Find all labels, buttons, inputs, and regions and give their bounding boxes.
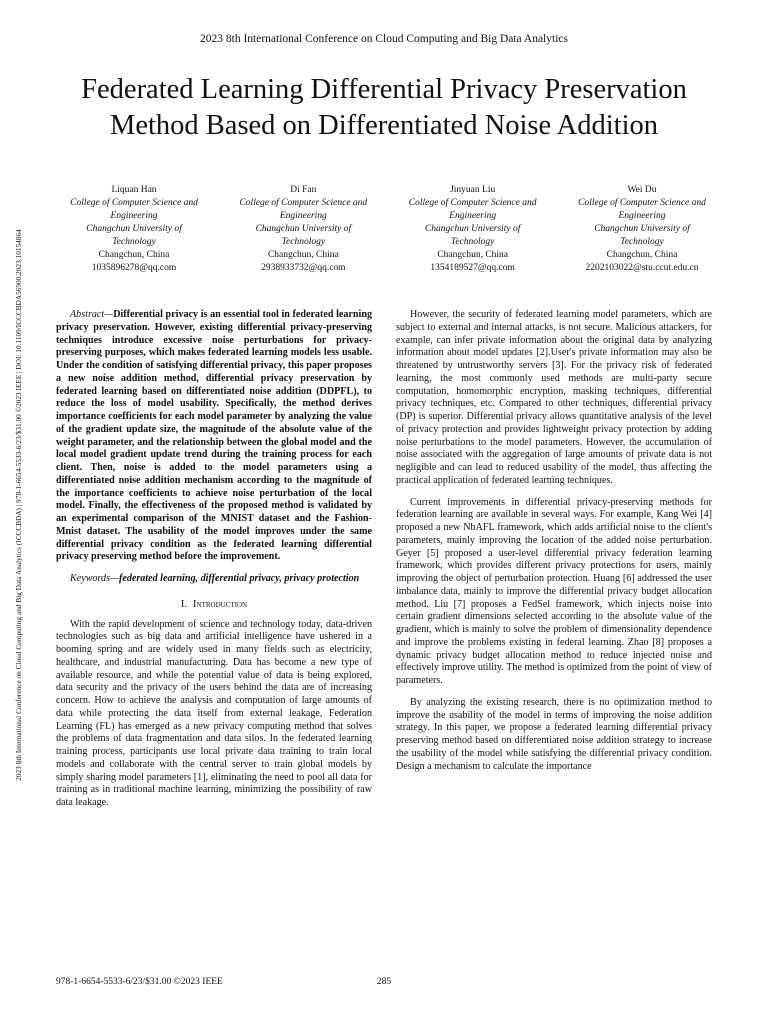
author-name: Liquan Han (111, 185, 157, 195)
author-affiliation: Technology (281, 237, 326, 247)
author-location: Changchun, China (437, 250, 509, 260)
right-column (396, 309, 712, 773)
section-number: I. (180, 598, 188, 610)
body-paragraph-3: By analyzing the existing research, there is no optimization method to improve the usability of the model in terms of improving the noise addition strategy. In this paper, we propose a federated learning differential privacy preserving method based on differentiated noise addition strategy to increase the usability of the model while satisfying the differential privacy condition. Design a mechanism to calculate the importance (396, 696, 712, 772)
paper-title (40, 72, 728, 144)
author-affiliation: College of Computer Science and (408, 198, 537, 208)
doi-side-strip (12, 120, 26, 890)
author-name: Wei Du (627, 185, 657, 195)
abstract-lead: Abstract— (70, 309, 114, 320)
author-affiliation: Technology (112, 237, 156, 247)
keywords-lead: Keywords— (70, 573, 119, 584)
author-affiliation: Engineering (449, 211, 497, 221)
author-affiliation: Engineering (618, 211, 666, 221)
section-title: Introduction (193, 598, 248, 610)
author-name: Jinyuan Liu (450, 185, 496, 195)
keywords (56, 573, 372, 586)
author-4 (563, 184, 721, 275)
left-column (56, 309, 372, 810)
author-block (55, 184, 721, 275)
conference-header: 2023 8th International Conference on Cloud Computing and Big Data Analytics (200, 33, 568, 45)
doi-side-text: 2023 8th International Conference on Cloud Computing and Big Data Analytics (ICCCBDA) | 978-1-6654-5533-6/23/$31.00 ©2023 IEEE | DOI: 10.1109/ICCCBDA56900.2023.10154864 (15, 229, 23, 781)
author-affiliation: Engineering (279, 211, 327, 221)
author-location: Changchun, China (267, 250, 339, 260)
author-affiliation: Changchun University of (424, 224, 521, 234)
author-email: 1035896278@qq.com (91, 263, 177, 273)
author-2 (224, 184, 382, 275)
abstract (56, 309, 372, 564)
author-affiliation: Technology (620, 237, 664, 247)
body-paragraph-2: Current improvements in differential privacy-preserving methods for federation learning are available in several ways. For example, Kang Wei [4] proposed a new NbAFL framework, which adds artificial noise to the client's parameters, mainly improving the location of the added noise perturbation. Geyer [5] proposed a user-level differential privacy federation learning framework, which provides different privacy protections for users, mainly improving the object of perturbation protection. Huang [6] addressed the user imbalance data, mainly to improve the differential privacy budget allocation method. Liu [7] proposes a FedSel framework, which injects noise into certain gradient dimensions selected according to the absolute value of the gradient, which is mainly to solve the problem of dimensionality dependence and improve the problems existing in federal learning. Zhao [8] proposes a dynamic privacy budget allocation method to reduce injected noise and effectively improve utility. The method is optimized from the point of view of parameters. (396, 496, 712, 686)
keywords-text: federated learning, differential privacy, privacy protection (118, 573, 360, 584)
author-email: 1354189527@qq.com (430, 263, 515, 273)
author-email: 2202103022@stu.ccut.edu.cn (585, 263, 699, 273)
author-affiliation: Changchun University of (86, 224, 182, 234)
author-affiliation: Changchun University of (594, 224, 690, 234)
author-affiliation: Engineering (110, 211, 158, 221)
footer-copyright: 978-1-6654-5533-6/23/$31.00 ©2023 IEEE (56, 977, 223, 987)
intro-paragraph-1: With the rapid development of science and technology today, data-driven technologies such as big data and artificial intelligence have ushered in a booming spring and are widely used in many fields such as electricity, healthcare, and industrial manufacturing. Data has become a new type of available resource, and while the potential value of data is being explored, data security and the privacy of the users behind the data are of increasing concern. How to achieve the analysis and computation of large amounts of data while protecting the data itself from external leakage, Federation Learning (FL) has emerged as a new privacy computing method that solves the problems of data fragmentation and data silos. In the federated learning training process, participants use local private data training to train local models and collaborate with the central server to train global models by simply sharing model parameters [1], eliminating the need to pool all data for training as in traditional machine learning, minimizing the possibility of raw data leakage. (56, 618, 372, 808)
author-name: Di Fan (290, 185, 317, 195)
body-paragraph-1: However, the security of federated learning model parameters, which are subject to external and internal attacks, is not secure. Malicious attackers, for example, can infer private information about the original data by analyzing information about model updates [2].User's private information may also be threatened by untrustworthy servers [3]. For the privacy risk of federated learning, the most commonly used methods are multi-party secure computation, homomorphic encryption, masking techniques, differential privacy techniques, etc. Compared to other techniques, differential privacy (DP) is superior. Differential privacy allows quantitative analysis of the level of privacy protection and provides lightweight privacy protection by adding noise perturbations to the model parameters. However, the accumulation of noise associated with the aggregation of large amounts of private data is not negligible and can lead to reduced usability of the model, thus affecting the practical application of federated learning techniques. (396, 309, 712, 486)
page-number: 285 (376, 977, 392, 987)
author-affiliation: College of Computer Science and (70, 198, 198, 208)
author-affiliation: College of Computer Science and (578, 198, 706, 208)
section-heading-introduction (56, 599, 372, 612)
author-affiliation: Changchun University of (255, 224, 352, 234)
author-location: Changchun, China (606, 250, 678, 260)
author-affiliation: College of Computer Science and (239, 198, 368, 208)
abstract-text: Differential privacy is an essential tool in federated learning privacy preservation. However, existing differential privacy-preserving techniques introduce excessive noise perturbations for privacy-preserving purposes, which makes federated learning models less usable. Under the condition of satisfying differential privacy, this paper proposes a new noise addition method, differential privacy preservation by federated learning based on differentiated noise addition (DDPFL), to reduce the loss of model usability. Specifically, the method derives importance coefficients for each model parameter by analyzing the value of the gradient update size, the magnitude of the absolute value of the weight parameter, and the relationship between the global model and the local model gradient update trend during the training process for each client. Then, noise is added to the model parameters using a differentiated noise addition mechanism according to the magnitude of the importance coefficients to achieve noise perturbation of the local model. Finally, the effectiveness of the proposed method is validated by an experimental comparison of the MNIST dataset and the Fashion-Mnist dataset. The usability of the model improves under the same differential privacy condition as the federated learning differential privacy preserving method before the improvement. (56, 309, 372, 563)
author-1 (55, 184, 213, 275)
paper-title-line-2: Method Based on Differentiated Noise Addition (110, 110, 658, 141)
author-location: Changchun, China (98, 250, 170, 260)
author-affiliation: Technology (450, 237, 495, 247)
author-email: 2938933732@qq.com (261, 263, 346, 273)
paper-title-line-1: Federated Learning Differential Privacy Preservation (81, 74, 687, 105)
author-3 (394, 184, 552, 275)
